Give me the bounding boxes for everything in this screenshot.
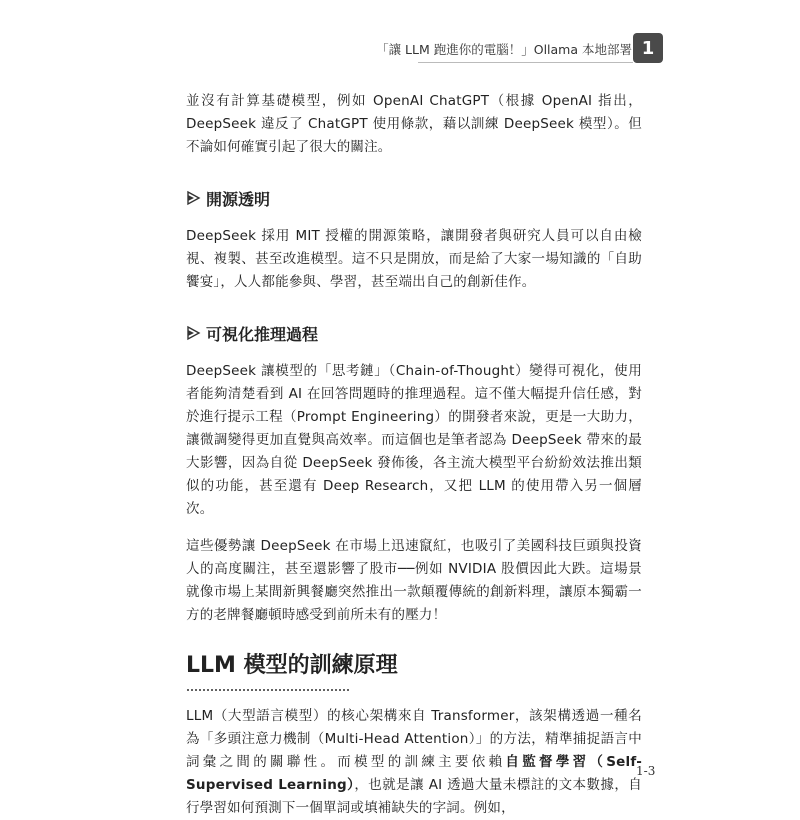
- header-rule: [418, 62, 633, 63]
- header-title: 「讓 LLM 跑進你的電腦！」Ollama 本地部署: [376, 42, 632, 57]
- subheading-title: 可視化推理過程: [206, 324, 319, 344]
- page-content: [186, 90, 642, 820]
- chapter-badge: 1: [633, 33, 663, 63]
- dotted-underline: [186, 689, 350, 691]
- paragraph-visual-reasoning: DeepSeek 讓模型的「思考鏈」（Chain-of-Thought）變得可視化，使用者能夠清楚看到 AI 在回答問題時的推理過程。這不僅大幅提升信任感，對於進行提示工程（Prompt Engineering）的開發者來說，更是一大助力，讓微調變得更加直覺與高效率。而這個也是筆者認為 DeepSeek 帶來的最大影響，因為自從 DeepSeek 發佈後，各主流大模型平台紛紛效法推出類似的功能，甚至還有 Deep Research，又把 LLM 的使用帶入另一個層次。: [186, 363, 642, 517]
- subheading-visual-reasoning: [186, 320, 642, 346]
- paragraph-training: [186, 705, 642, 820]
- subheading-title: 開源透明: [206, 189, 271, 209]
- paragraph-intro: 並沒有計算基礎模型，例如 OpenAI ChatGPT（根據 OpenAI 指出，DeepSeek 違反了 ChatGPT 使用條款，藉以訓練 DeepSeek 模型）。但不論如何確實引起了很大的關注。: [186, 93, 642, 155]
- text-run: ，也就是讓 AI 透過大量未標註的文本數據，自行學習如何預測下一個單詞或填補缺失的字詞。例如，: [186, 777, 642, 816]
- section-heading: [186, 651, 642, 691]
- bold-term: 自監督學習（Self-Supervised Learning）: [186, 754, 642, 793]
- text-run: LLM（大型語言模型）的核心架構來自 Transformer，該架構透過一種名為「多頭注意力機制（Multi-Head Attention）」的方法，精準捕捉語言中詞彙之間的關聯性。而模型的訓練主要依賴: [186, 708, 642, 770]
- page-number: 1-3: [636, 764, 656, 778]
- section-title: LLM 模型的訓練原理: [186, 653, 398, 678]
- paragraph-market-impact: 這些優勢讓 DeepSeek 在市場上迅速竄紅，也吸引了美國科技巨頭與投資人的高度關注，甚至還影響了股市──例如 NVIDIA 股價因此大跌。這場景就像市場上某間新興餐廳突然推出一款顛覆傳統的創新料理，讓原本獨霸一方的老牌餐廳頓時感受到前所未有的壓力！: [186, 538, 642, 623]
- paragraph-open-source: DeepSeek 採用 MIT 授權的開源策略，讓開發者與研究人員可以自由檢視、複製、甚至改進模型。這不只是開放，而是給了大家一場知識的「自助饗宴」，人人都能參與、學習，甚至端出自己的創新佳作。: [186, 228, 642, 290]
- running-header: [376, 38, 632, 60]
- triangle-arrow-icon: [186, 326, 200, 340]
- triangle-arrow-icon: [186, 191, 200, 205]
- subheading-open-source: [186, 185, 642, 211]
